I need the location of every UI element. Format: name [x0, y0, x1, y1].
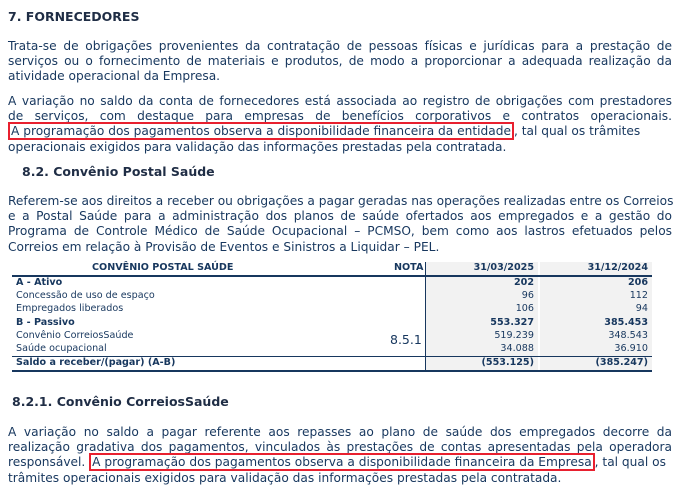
header-note: NOTA: [394, 262, 424, 273]
row-value-2: 94: [635, 303, 648, 315]
section-8-2-title: 8.2. Convênio Postal Saúde: [22, 164, 215, 179]
text-line: [8, 455, 672, 470]
header-col2: 31/12/2024: [587, 262, 648, 273]
table-row: [12, 290, 652, 303]
row-label: B - Passivo: [16, 316, 75, 328]
note-reference: 8.5.1: [390, 332, 422, 347]
header-col1: 31/03/2025: [473, 262, 534, 273]
row-value-2: 112: [629, 290, 648, 302]
table-row: [12, 277, 652, 290]
table-header: [12, 262, 652, 277]
text-line: Trata-se de obrigações provenientes da contratação de pessoas físicas e jurídicas para a prestação de: [8, 39, 672, 53]
text-line: atividade operacional da Empresa.: [8, 69, 221, 84]
row-label: Convênio CorreiosSaúde: [16, 329, 134, 341]
header-label: CONVÊNIO POSTAL SAÚDE: [92, 262, 234, 273]
section-7-paragraph-2: [8, 94, 672, 155]
highlight-box: A programação dos pagamentos observa a disponibilidade financeira da Empresa: [89, 453, 595, 471]
table-row: [12, 317, 652, 330]
text-line: Correios em relação à Provisão de Eventos e Sinistros a Liquidar – PEL.: [8, 239, 440, 254]
total-label: Saldo a receber/(pagar) (A-B): [16, 357, 176, 369]
row-label: Saúde ocupacional: [16, 342, 107, 354]
section-7-title: 7. FORNECEDORES: [8, 9, 140, 24]
row-value-1: 96: [521, 290, 534, 302]
section-8-2-1-title: 8.2.1. Convênio CorreiosSaúde: [12, 394, 229, 409]
text-line: [8, 124, 672, 139]
total-value-2: (385.247): [595, 357, 648, 369]
row-label: Concessão de uso de espaço: [16, 290, 155, 302]
text-span: , tal qual os: [594, 455, 666, 470]
row-value-2: 36.910: [614, 342, 648, 354]
table-row: [12, 330, 652, 343]
table-total-row: [12, 356, 652, 372]
text-line: A variação no saldo da conta de fornecedores está associada ao registro de obrigações com prestadores: [8, 94, 672, 108]
section-8-2-paragraph: [8, 194, 672, 255]
section-8-2-1-paragraph: [8, 425, 672, 486]
row-value-1: 519.239: [494, 329, 534, 341]
row-label: Empregados liberados: [16, 303, 124, 315]
row-value-2: 206: [627, 277, 648, 288]
row-value-1: 34.088: [500, 342, 534, 354]
row-value-2: 348.543: [608, 329, 648, 341]
text-line: A variação no saldo a pagar referente aos repasses ao plano de saúde dos empregados decorre da: [8, 425, 672, 439]
row-value-1: 106: [515, 303, 534, 315]
text-line: realização gradativa dos pagamentos, vinculados às prestações de contas apresentadas pela operadora: [8, 440, 672, 455]
text-span: responsável.: [8, 455, 86, 470]
text-line: operacionais exigidos para validação das informações prestadas pela contratada.: [8, 139, 507, 154]
section-7-paragraph-1: [8, 39, 672, 85]
text-line: serviços ou o fornecimento de materiais e produtos, de modo a proporcionar a adequada realização da: [8, 54, 672, 69]
text-line: Programa de Controle Médico de Saúde Ocupacional – PCMSO, bem como aos lastros efetuados pelos: [8, 224, 672, 239]
text-line: e a Postal Saúde para a administração dos planos de saúde ofertados aos empregados e a gestão do: [8, 209, 672, 224]
text-span: , tal qual os trâmites: [513, 124, 641, 139]
row-value-1: 202: [513, 277, 534, 288]
convenio-table: [12, 262, 652, 372]
row-label: A - Ativo: [16, 277, 63, 288]
highlight-box: A programação dos pagamentos observa a disponibilidade financeira da entidade: [8, 122, 514, 140]
text-line: trâmites operacionais exigidos para validação das informações prestadas pela contratada.: [8, 470, 562, 485]
table-row: [12, 343, 652, 356]
row-value-1: 553.327: [490, 316, 534, 328]
text-line: Referem-se aos direitos a receber ou obrigações a pagar geradas nas operações realizadas entre os Correios: [8, 194, 674, 208]
table-row: [12, 303, 652, 316]
text-line: de serviços, com destaque para empresas de benefícios corporativos e contratos operacionais.: [8, 109, 672, 124]
row-value-2: 385.453: [604, 316, 648, 328]
total-value-1: (553.125): [481, 357, 534, 369]
